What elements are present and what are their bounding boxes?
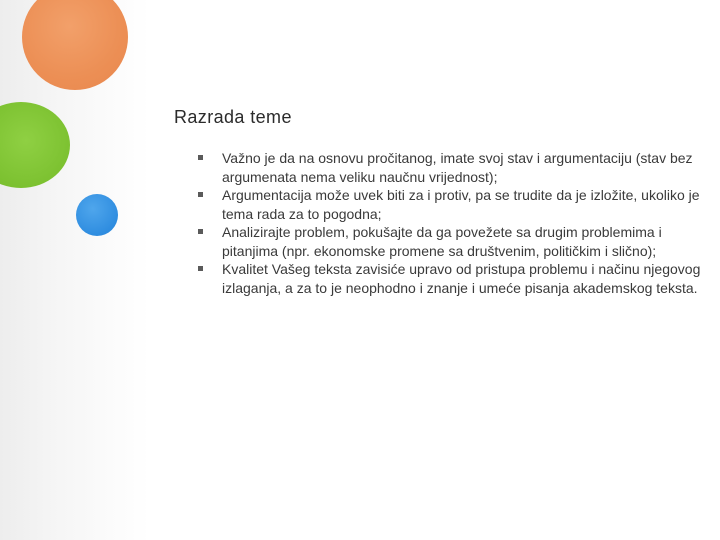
- bullet-text: Kvalitet Vašeg teksta zavisiće upravo od pristupa problemu i načinu njegovog izlaganja, a za to je neophodno i znanje i umeće pisanja akademskog teksta.: [222, 261, 701, 296]
- square-bullet-icon: [198, 155, 203, 160]
- bullet-text: Važno je da na osnovu pročitanog, imate svoj stav i argumentaciju (stav bez argumenata nema veliku naučnu vrijednost);: [222, 150, 693, 185]
- square-bullet-icon: [198, 229, 203, 234]
- bullet-text: Analizirajte problem, pokušajte da ga povežete sa drugim problemima i pitanjima (npr. ekonomske promene sa društvenim, političkim i slično);: [222, 224, 662, 259]
- bullet-item: [196, 186, 706, 223]
- slide-title: Razrada teme: [174, 107, 292, 127]
- blue-circle-decoration: [76, 194, 118, 236]
- square-bullet-icon: [198, 192, 203, 197]
- bullet-item: [196, 223, 706, 260]
- bullet-text: Argumentacija može uvek biti za i protiv, pa se trudite da je izložite, ukoliko je tema rada za to pogodna;: [222, 187, 700, 222]
- bullet-list: [196, 149, 706, 297]
- square-bullet-icon: [198, 266, 203, 271]
- bullet-item: [196, 149, 706, 186]
- bullet-item: [196, 260, 706, 297]
